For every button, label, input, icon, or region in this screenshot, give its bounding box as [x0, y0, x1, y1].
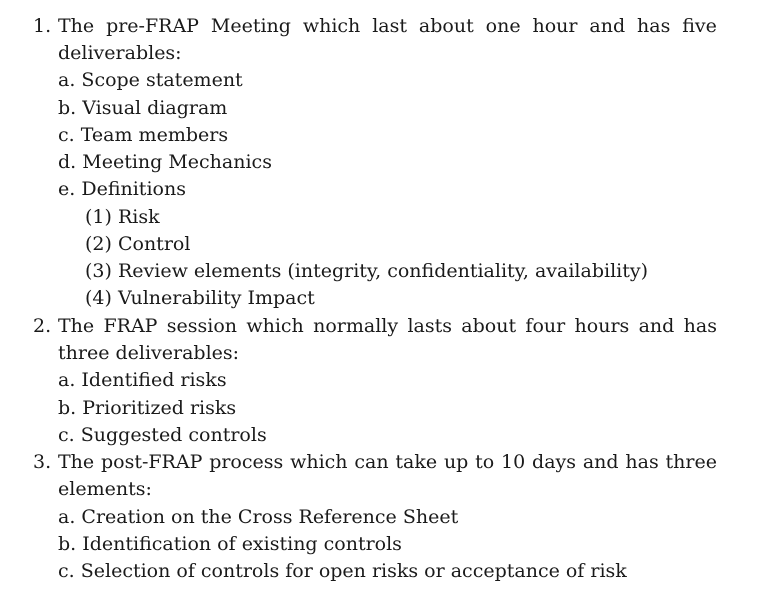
- word: four: [525, 315, 566, 337]
- word: The: [58, 315, 95, 337]
- item-1-number: 1.: [33, 15, 52, 37]
- word: has: [637, 15, 671, 37]
- item-3-sub-b: b. Identification of existing controls: [58, 533, 402, 555]
- word: one: [485, 15, 521, 37]
- item-1-sub-e: e. Definitions: [58, 178, 186, 200]
- word: Meeting: [210, 15, 291, 37]
- item-3-number: 3.: [33, 451, 52, 473]
- item-3-sub-c: c. Selection of controls for open risks or acceptance of risk: [58, 560, 627, 582]
- word: 10: [501, 451, 526, 473]
- word: about: [461, 315, 517, 337]
- item-2-sub-b: b. Prioritized risks: [58, 397, 237, 419]
- item-3-line2: elements:: [58, 478, 152, 500]
- item-2-sub-a: a. Identified risks: [58, 369, 227, 391]
- word: and: [589, 15, 626, 37]
- item-1-line2: deliverables:: [58, 42, 182, 64]
- word: hour: [532, 15, 578, 37]
- item-3-line1: [58, 451, 717, 473]
- word: has: [625, 451, 659, 473]
- item-2-sub-c: c. Suggested controls: [58, 424, 267, 446]
- word: process: [209, 451, 284, 473]
- word: days: [532, 451, 577, 473]
- item-2-line1: [58, 315, 717, 337]
- definition-2: (2) Control: [85, 233, 191, 255]
- word: hours: [574, 315, 630, 337]
- word: FRAP: [103, 315, 158, 337]
- word: which: [290, 451, 348, 473]
- item-1-sub-c: c. Team members: [58, 124, 229, 146]
- word: up: [443, 451, 469, 473]
- word: which: [246, 315, 304, 337]
- word: has: [683, 315, 717, 337]
- word: session: [166, 315, 238, 337]
- word: normally: [313, 315, 399, 337]
- word: and: [638, 315, 675, 337]
- word: about: [418, 15, 474, 37]
- word: pre-FRAP: [106, 15, 199, 37]
- word: The: [58, 451, 95, 473]
- word: post-FRAP: [100, 451, 203, 473]
- item-2-line2: three deliverables:: [58, 342, 240, 364]
- definition-1: (1) Risk: [85, 206, 160, 228]
- word: The: [58, 15, 95, 37]
- definition-4: (4) Vulnerability Impact: [85, 287, 315, 309]
- item-1-sub-a: a. Scope statement: [58, 69, 243, 91]
- word: can: [354, 451, 389, 473]
- item-1-sub-d: d. Meeting Mechanics: [58, 151, 272, 173]
- item-3-sub-a: a. Creation on the Cross Reference Sheet: [58, 506, 459, 528]
- word: last: [372, 15, 408, 37]
- word: take: [395, 451, 438, 473]
- word: three: [665, 451, 717, 473]
- item-2-number: 2.: [33, 315, 52, 337]
- word: and: [582, 451, 619, 473]
- word: to: [475, 451, 495, 473]
- item-1-sub-b: b. Visual diagram: [58, 97, 228, 119]
- word: which: [302, 15, 361, 37]
- word: five: [682, 15, 717, 37]
- word: lasts: [407, 315, 452, 337]
- definition-3: (3) Review elements (integrity, confidentiality, availability): [85, 260, 649, 282]
- item-1-line1: [58, 15, 717, 37]
